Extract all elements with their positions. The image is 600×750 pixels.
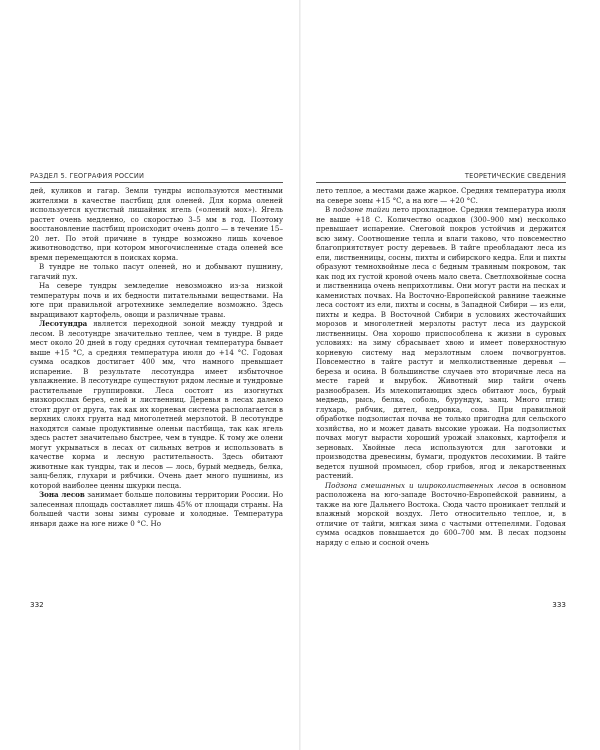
- body-text-right: [316, 186, 566, 547]
- paragraph: На севере тундры земледелие невозможно из-за низкой температуры почв и их бедности питательными веществами. На юге при правильной агротехнике земледелие возможно. Здесь выращивают картофель, овощи и различные травы.: [30, 281, 283, 319]
- body-text-left: [30, 186, 283, 528]
- paragraph-text: в основном расположена на юго-западе Восточно-Европейской равнины, а также на юге Дальнего Востока. Сюда часто проникает теплый и влажный морской воздух. Лето относительно теплое, и, в отличие от тайги, мягкая зима с частыми оттепелями. Годовая сумма осадков повышается до 600–700 мм. В лесах подзоны наряду с елью и сосной очень: [316, 480, 566, 547]
- header-rule-left: [30, 182, 283, 183]
- term-podzona-smeshannyh-lesov: Подзона смешанных и широколиственных лесов: [325, 480, 519, 490]
- paragraph-text: лето прохладное. Средняя температура июля не выше +18 С. Количество осадков (300–900 мм) несколько превышает испарение. Снеговой покров устойчив и держится всю зиму. Соотношение тепла и влаги таково, что повсеместно благоприятствует росту деревьев. В тайге преобладают леса из ели, лиственницы, сосны, пихты и сибирского кедра. Ели и пихты образуют темнохвойные леса с бедным травяным покровом, так как под их густой кроной очень мало света. Светлохвойные сосна и лиственница очень неприхотливы. Они могут расти на песках и каменистых почвах. На Восточно-Европейской равнине таежные леса состоят из ели, пихты и сосны, в Западной Сибири — из ели, пихты и кедра. В Восточной Сибири в условиях жесточайших морозов и многолетней мерзлоты растут леса из даурской лиственницы. Она хорошо приспособлена к жизни в суровых условиях: на зиму сбрасывает хвою и имеет поверхностную корневую систему над мерзлотным слоем почвогрунтов. Повсеместно в тайге растут и мелколиственные деревья — береза и осина. В большинстве случаев это вторичные леса на месте гарей и вырубок. Животный мир тайги очень разнообразен. Из млекопитающих здесь обитают лось, бурый медведь, рысь, белка, соболь, бурундук, заяц. Много птиц: глухарь, рябчик, дятел, кедровка, сова. При правильной обработке подзолистая почва не только пригодна для сельского хозяйства, но и может давать высокие урожаи. На подзолистых почвах могут вырасти хороший урожай злаковых, картофеля и зерновых. Хвойные леса используются для заготовки и производства древесины, бумаги, продуктов лесохимии. В тайге ведется пушной промысел, сбор грибов, ягод и лекарственных растений.: [316, 205, 567, 480]
- paragraph-lead: В: [325, 205, 333, 214]
- term-lesotundra: Лесотундра: [39, 319, 88, 328]
- paragraph: лето теплое, а местами даже жаркое. Средняя температура июля на севере зоны +15 °С, а на юге — +20 °С.: [316, 186, 566, 205]
- paragraph-text: занимает больше половины территории России. Но залесенная площадь составляет лишь 45% от площади страны. На большей части зоны зимы суровые и холодные. Температура января даже на юге ниже 0 °С. Но: [30, 490, 283, 528]
- page-number-left: 332: [30, 600, 44, 609]
- right-page: [300, 0, 600, 750]
- paragraph: [316, 205, 566, 481]
- paragraph-text: является переходной зоной между тундрой и лесом. В лесотундре значительно теплее, чем в тундре. В ряде мест около 20 дней в году средняя суточная температура бывает выше +15 °С, а средняя температура июля до +14 °С. Годовая сумма осадков достигает 400 мм, что намного превышает испарение. В результате лесотундра имеет избыточное увлажнение. В лесотундре существуют рядом лесные и тундровые растительные группировки. Леса состоят из изогнутых низкорослых берез, елей и лиственниц. Деревья в лесах далеко стоят друг от друга, так как их корневая система располагается в верхних слоях грунта над многолетней мерзлотой. В лесотундре находятся самые продуктивные оленьи пастбища, так как ягель здесь растет значительно быстрее, чем в тундре. К тому же олени могут укрываться в лесах от сильных ветров и использовать в качестве корма и лесную растительность. Здесь обитают животные как тундры, так и лесов — лось, бурый медведь, белка, заяц-беляк, глухари и рябчики. Очень дает много пушнины, из которой наиболее ценны шкурки песца.: [30, 319, 283, 490]
- header-rule-right: [316, 182, 566, 183]
- paragraph: [316, 481, 566, 548]
- paragraph: [30, 319, 283, 490]
- term-podzona-taigi: подзоне тайги: [332, 205, 390, 214]
- term-zona-lesov: Зона лесов: [39, 490, 85, 499]
- running-head-right: ТЕОРЕТИЧЕСКИЕ СВЕДЕНИЯ: [464, 172, 566, 180]
- running-head-left: РАЗДЕЛ 5. ГЕОГРАФИЯ РОССИИ: [30, 172, 145, 180]
- paragraph: дей, куликов и гагар. Земли тундры используются местными жителями в качестве пастбищ для оленей. Для корма оленей используется кустистый лишайник ягель («олений мох»). Ягель растет очень медленно, со скоростью 3–5 мм в год. Поэтому восстановление пастбищ происходит очень долго — в течение 15–20 лет. По этой причине в тундре возможно лишь кочевое животноводство, при котором многочисленные стада оленей все время перемещаются в поисках корма.: [30, 186, 283, 262]
- paragraph: [30, 490, 283, 528]
- paragraph: В тундре не только пасут оленей, но и добывают пушнину, гагачий пух.: [30, 262, 283, 281]
- page-number-right: 333: [552, 600, 566, 609]
